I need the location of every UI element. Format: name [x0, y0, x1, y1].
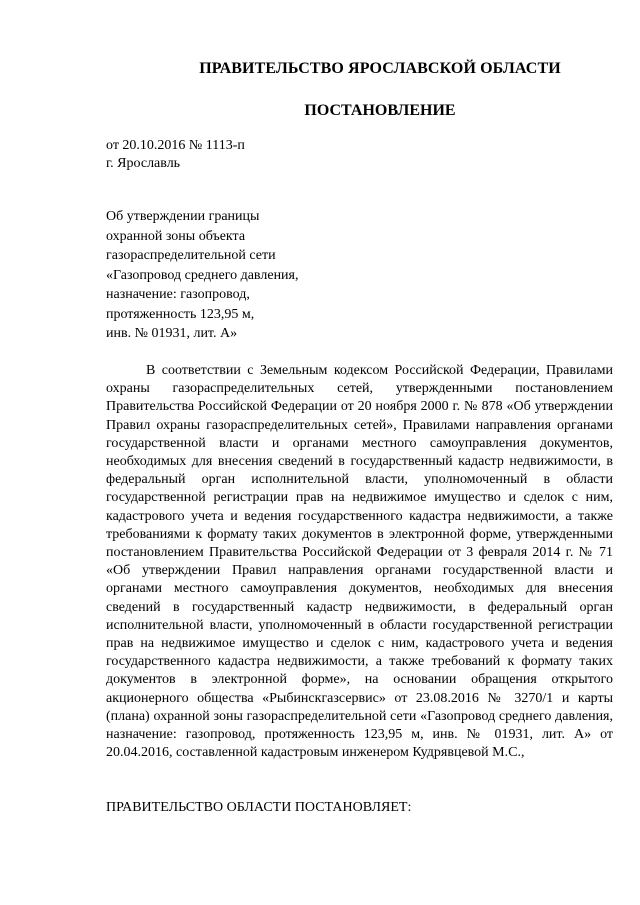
document-subject	[106, 207, 299, 344]
subject-line: охранной зоны объекта	[106, 228, 246, 244]
preamble	[106, 362, 613, 762]
document-type-heading: ПОСТАНОВЛЕНИЕ	[304, 102, 456, 119]
subject-line: назначение: газопровод,	[106, 287, 250, 302]
resolution-heading: ПРАВИТЕЛЬСТВО ОБЛАСТИ ПОСТАНОВЛЯЕТ:	[106, 800, 412, 815]
preamble-paragraph: В соответствии с Земельным кодексом Российской Федерации, Правилами охраны газораспределительных сетей, утвержденными постановлением Правительства Российской Федерации от 20 ноября 2000 г. № 878 «Об утверждении Правил охраны газораспределительных сетей», Правилами направления органами государственной власти и органами местного самоуправления документов, необходимых для внесения сведений в государственный кадастр недвижимости, в федеральный орган исполнительной власти, уполномоченный в области государственной регистрации прав на недвижимое имущество и сделок с ним, кадастрового учета и ведения государственного кадастра недвижимости, а также требованиями к формату таких документов в электронной форме, утвержденными постановлением Правительства Российской Федерации от 3 февраля 2014 г. № 71 «Об утверждении Правил направления органами государственной власти и органами местного самоуправления документов, необходимых для внесения сведений в государственный кадастр недвижимости, в федеральный орган исполнительной власти, уполномоченный в области государственной регистрации прав на недвижимое имущество и сделок с ним, кадастрового учета и ведения государственного кадастра недвижимости, а также требований к формату таких документов в электронной форме», на основании обращения открытого акционерного общества «Рыбинскгазсервис» от 23.08.2016 № 3270/1 и карты (плана) охранной зоны газораспределительной сети «Газопровод среднего давления, назначение: газопровод, протяженность 123,95 м, инв. № 01931, лит. А» от 20.04.2016, составленной кадастровым инженером Кудрявцевой М.С.,	[106, 363, 613, 761]
subject-line: «Газопровод среднего давления,	[106, 267, 299, 283]
subject-line: газораспределительной сети	[106, 248, 276, 263]
subject-line: Об утверждении границы	[106, 209, 260, 224]
city: г. Ярославль	[106, 156, 181, 171]
subject-line: инв. № 01931, лит. А»	[106, 326, 238, 341]
government-title: ПРАВИТЕЛЬСТВО ЯРОСЛАВСКОЙ ОБЛАСТИ	[199, 60, 561, 77]
document-meta	[106, 137, 245, 173]
date-number: от 20.10.2016 № 1113-п	[106, 138, 245, 153]
subject-line: протяженность 123,95 м,	[106, 306, 255, 322]
